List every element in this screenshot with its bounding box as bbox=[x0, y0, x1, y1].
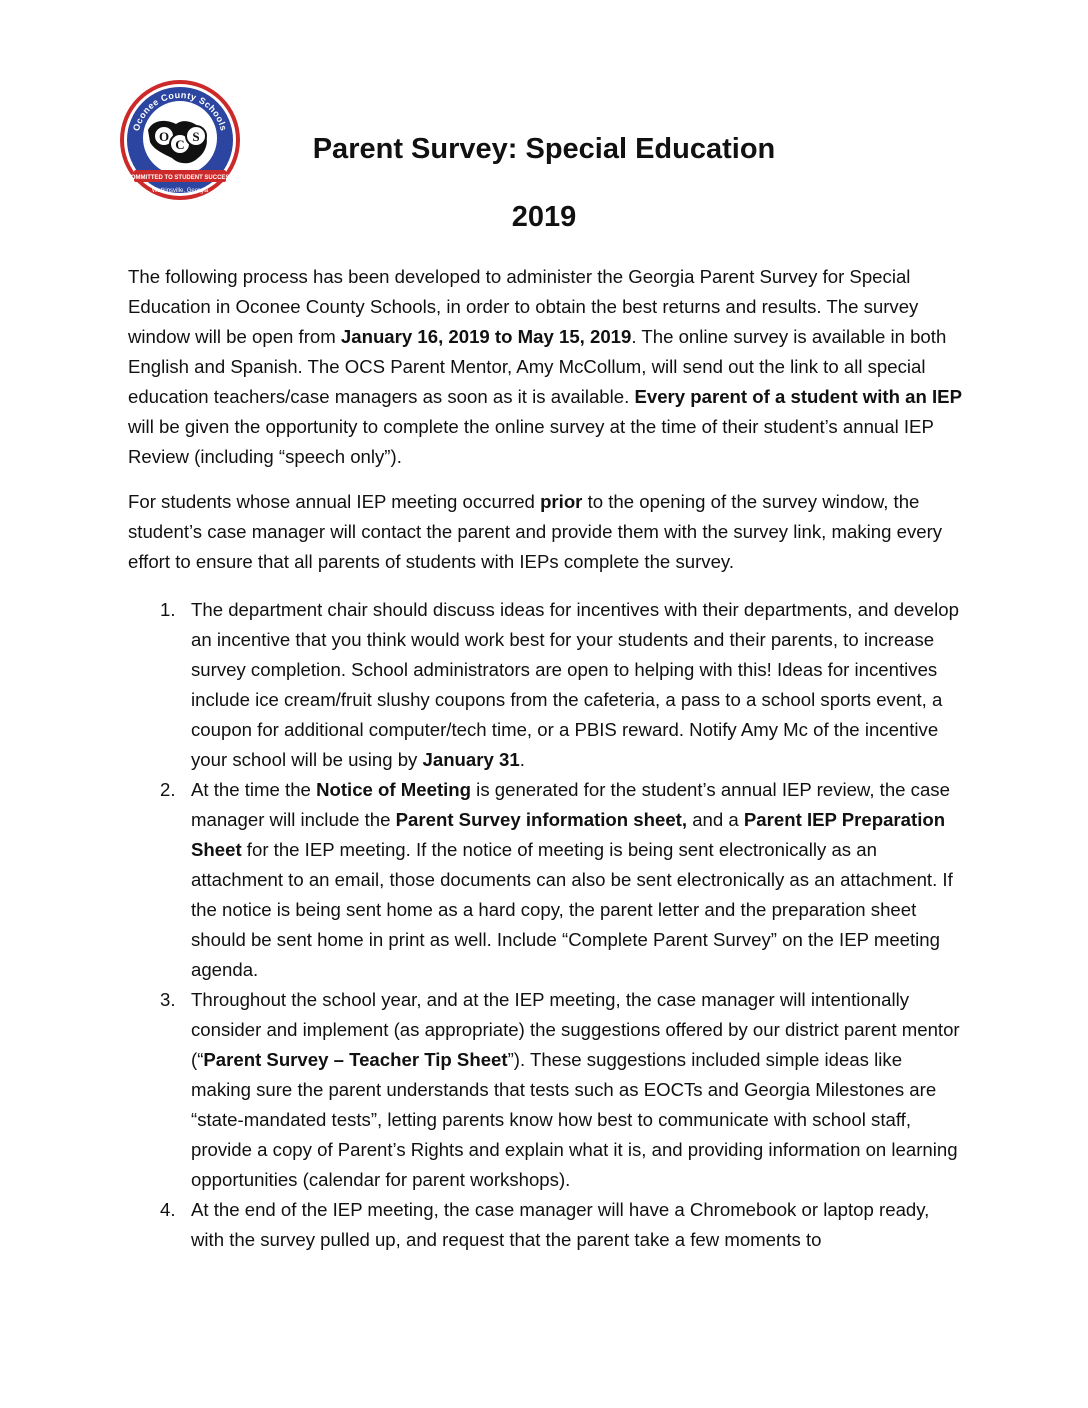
svg-text:COMMITTED TO STUDENT SUCCESS: COMMITTED TO STUDENT SUCCESS bbox=[126, 175, 234, 181]
list-number: 1. bbox=[160, 599, 176, 620]
svg-text:C: C bbox=[175, 137, 185, 152]
svg-text:O: O bbox=[158, 129, 170, 144]
list-item bbox=[128, 1195, 964, 1255]
step-text: for the IEP meeting. If the notice of meeting is being sent electronically as an attachment to an email, those documents can also be sent electronically as an attachment. If the notice is being sent home as a hard copy, the parent letter and the preparation sheet should be sent home in print as well. Include “Complete Parent Survey” on the IEP meeting agenda. bbox=[191, 839, 953, 980]
prior-emphasis: prior bbox=[540, 491, 583, 512]
document-body bbox=[128, 262, 964, 1255]
list-item bbox=[128, 775, 964, 985]
list-item bbox=[128, 985, 964, 1195]
notice-of-meeting-emphasis: Notice of Meeting bbox=[316, 779, 472, 800]
step-text: is generated for the student’s annual IEP review, the case manager will include the bbox=[191, 779, 950, 830]
svg-text:Oconee County Schools: Oconee County Schools bbox=[131, 89, 229, 133]
step-text: and a bbox=[687, 809, 744, 830]
intro-text: The following process has been developed to administer the Georgia Parent Survey for Special Education in Oconee County Schools, in order to obtain the best returns and results. The survey window will be open from bbox=[128, 266, 919, 347]
step-text: . bbox=[519, 749, 525, 770]
survey-window-dates: January 16, 2019 to May 15, 2019 bbox=[340, 326, 632, 347]
tip-sheet-emphasis: Parent Survey – Teacher Tip Sheet bbox=[203, 1049, 508, 1070]
step-text: The department chair should discuss ideas for incentives with their departments, and develop an incentive that you think would work best for your students and their parents, to increase survey completion. School administrators are open to helping with this! Ideas for incentives include ice cream/fruit slushy coupons from the cafeteria, a pass to a school sports event, a coupon for additional computer/tech time, or a PBIS reward. Notify Amy Mc of the incentive your school will be using by bbox=[191, 599, 959, 770]
prep-sheet-emphasis: Parent IEP Preparation Sheet bbox=[191, 809, 946, 860]
step-text: ”). These suggestions included simple ideas like making sure the parent understands that tests such as EOCTs and Georgia Milestones are “state-mandated tests”, letting parents know how best to communicate with school staff, provide a copy of Parent’s Rights and explain what it is, and providing information on learning opportunities (calendar for parent workshops). bbox=[191, 1049, 958, 1190]
list-number: 3. bbox=[160, 989, 176, 1010]
process-steps-list bbox=[128, 595, 964, 1255]
step-text: At the end of the IEP meeting, the case manager will have a Chromebook or laptop ready, with the survey pulled up, and request that the parent take a few moments to bbox=[191, 1199, 930, 1250]
paragraph-text: to the opening of the survey window, the student’s case manager will contact the parent and provide them with the survey link, making every effort to ensure that all parents of students with IEPs complete the survey. bbox=[128, 491, 943, 572]
document-year: 2019 bbox=[511, 201, 577, 233]
svg-text:S: S bbox=[192, 129, 200, 144]
step-text: At the time the bbox=[191, 779, 317, 800]
intro-text: . The online survey is available in both English and Spanish. The OCS Parent Mentor, Amy McCollum, will send out the link to all special education teachers/case managers as soon as it is available. bbox=[128, 326, 947, 407]
list-number: 4. bbox=[160, 1199, 176, 1220]
deadline-date: January 31 bbox=[422, 749, 520, 770]
paragraph-text: For students whose annual IEP meeting occurred bbox=[128, 491, 541, 512]
document-title: Parent Survey: Special Education bbox=[312, 133, 776, 165]
svg-text:Watkinsville, Georgia: Watkinsville, Georgia bbox=[151, 188, 209, 194]
intro-text: will be given the opportunity to complete the online survey at the time of their student’s annual IEP Review (including “speech only”). bbox=[128, 416, 934, 467]
intro-paragraph bbox=[128, 262, 964, 472]
prior-meeting-paragraph bbox=[128, 487, 964, 577]
every-parent-emphasis: Every parent of a student with an IEP bbox=[634, 386, 962, 407]
step-text: Throughout the school year, and at the IEP meeting, the case manager will intentionally consider and implement (as appropriate) the suggestions offered by our district parent mentor (“ bbox=[191, 989, 960, 1070]
list-number: 2. bbox=[160, 779, 176, 800]
info-sheet-emphasis: Parent Survey information sheet, bbox=[395, 809, 688, 830]
list-item bbox=[128, 595, 964, 775]
